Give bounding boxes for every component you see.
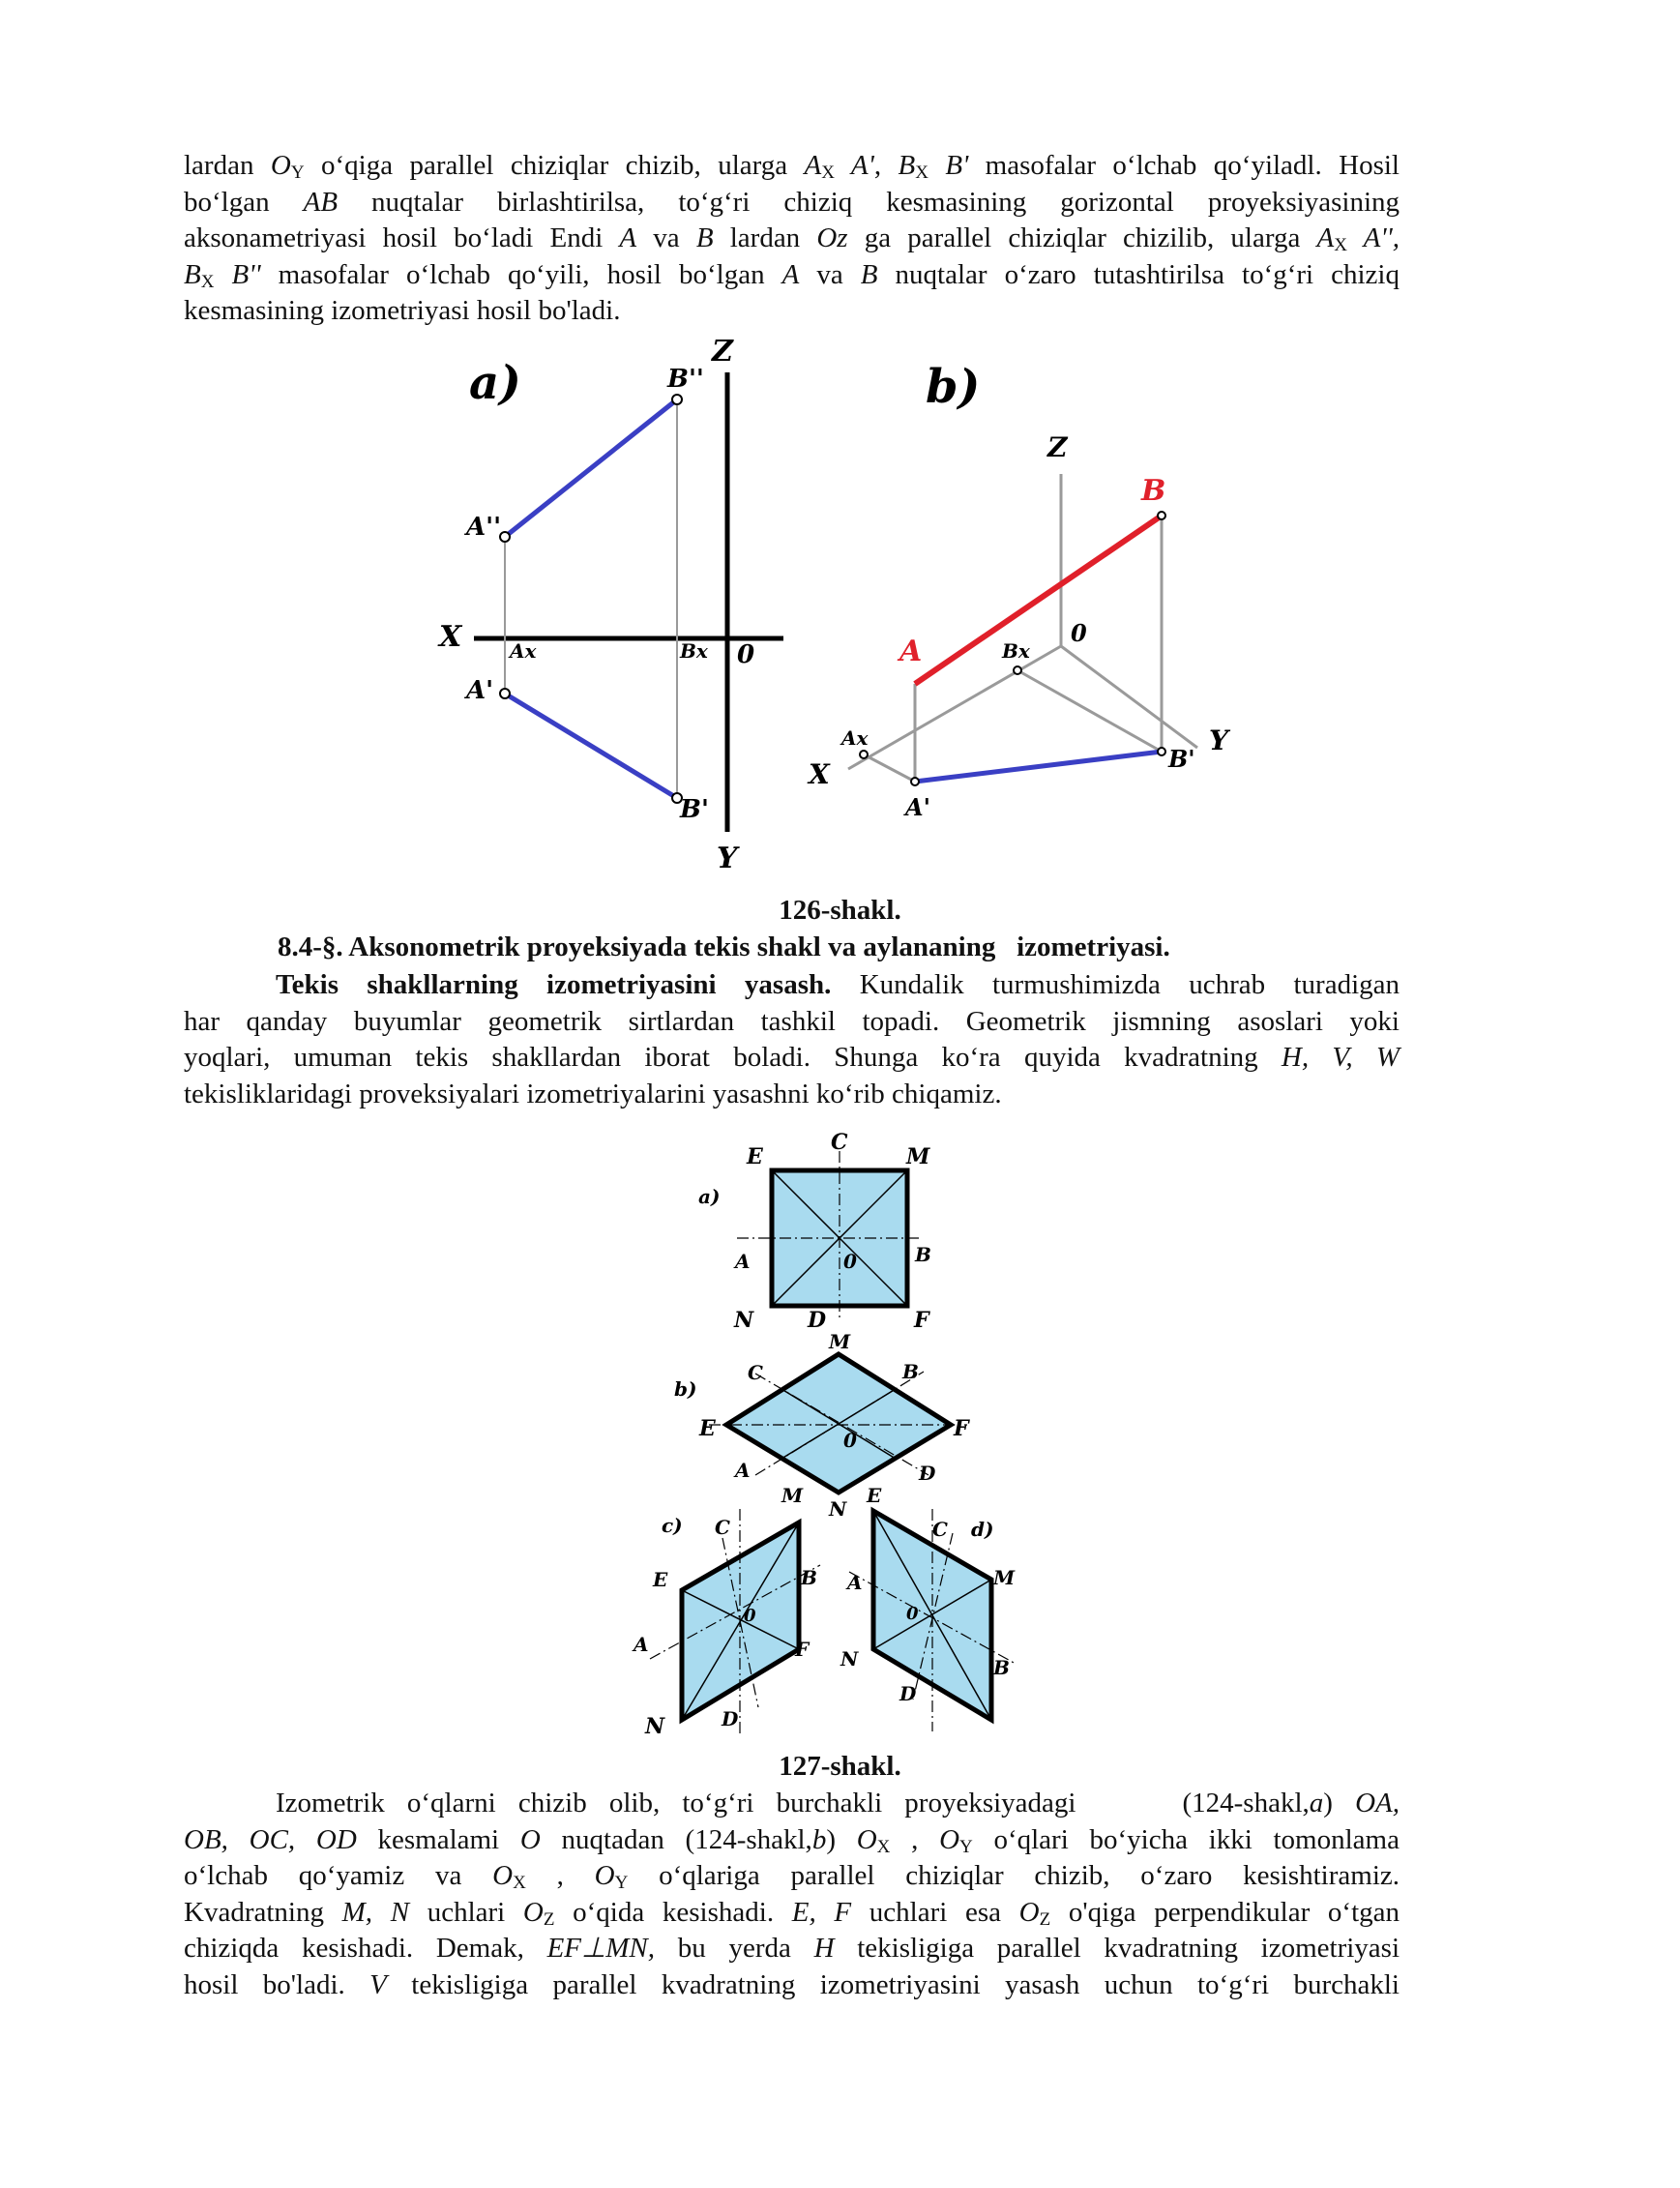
label-E: E <box>699 1416 716 1441</box>
label-O: 0 <box>843 1250 857 1273</box>
point-A1 <box>500 689 510 698</box>
label-X: X <box>439 620 462 654</box>
label-B: B <box>993 1656 1010 1679</box>
tag-a: a) <box>698 1185 721 1208</box>
figure-127a <box>698 1130 931 1333</box>
point-Ax <box>860 751 868 758</box>
projection-line <box>864 754 915 782</box>
label-M: M <box>906 1144 930 1169</box>
label-D: D <box>899 1682 917 1705</box>
label-A: A <box>735 1459 751 1482</box>
label-D: D <box>808 1308 827 1333</box>
tag-c: c) <box>662 1514 683 1537</box>
label-Bx: Bx <box>680 639 708 663</box>
label-Y: Y <box>717 842 738 875</box>
label-Z: Z <box>712 335 733 369</box>
label-B: B <box>1141 474 1166 508</box>
label-C: C <box>715 1516 730 1539</box>
figure-126a <box>437 335 783 875</box>
text-line: tekisliklaridagi proveksiyalari izometriyalarini yasashni ko‘rib chiqamiz. <box>184 1078 1002 1109</box>
tag-b: b) <box>674 1377 697 1401</box>
label-E: E <box>867 1484 882 1507</box>
segment-A2B2 <box>505 399 677 537</box>
label-Bx: Bx <box>1002 639 1030 663</box>
label-D: D <box>919 1462 936 1485</box>
label-D: D <box>722 1707 739 1730</box>
label-A: A <box>735 1250 751 1273</box>
label-E: E <box>747 1144 763 1169</box>
label-E: E <box>653 1568 668 1591</box>
text-line: $B_X$ B'' masofalar o‘lchab qo‘yili, hosil bo‘lgan A va B nuqtalar o‘zaro tutashtirilsa to‘g‘ri chiziq <box>184 258 1400 292</box>
label-A1: A' <box>466 676 494 705</box>
label-A2: A'' <box>466 513 502 542</box>
point-B2 <box>672 395 682 404</box>
text-line: OB, OC, OD kesmalami O nuqtadan (124-shakl,b) $O_X$ , $O_Y$ o‘qlari bo‘yicha ikki tomonlama <box>184 1823 1400 1857</box>
label-Y: Y <box>1209 724 1228 756</box>
label-B: B <box>902 1360 919 1383</box>
text-line: har qanday buyumlar geometrik sirtlardan tashkil topadi. Geometrik jismning asoslari yoki <box>184 1005 1400 1037</box>
figure-126b <box>807 360 1231 821</box>
text-line: hosil bo'ladi. V tekisligiga parallel kvadratning izometriyasini yasash uchun to‘g‘ri burchakli <box>184 1968 1400 2000</box>
label-F: F <box>795 1638 810 1661</box>
projection-line <box>1017 670 1162 752</box>
text-line: lardan $O_Y$ o‘qiga parallel chiziqlar chizib, ularga $A_X$ A', $B_X$ B' masofalar o‘lchab qo‘yiladl. Hosil <box>184 150 1400 183</box>
label-F: F <box>914 1308 929 1333</box>
paragraph-isometric <box>184 1786 1400 2003</box>
figure-126-caption: 126-shakl. <box>779 895 901 926</box>
label-Z: Z <box>1047 431 1068 463</box>
label-O: 0 <box>906 1604 919 1624</box>
label-B: B <box>915 1243 931 1266</box>
label-M: M <box>781 1484 804 1507</box>
label-B: B <box>801 1566 817 1589</box>
text-line: Tekis shakllarning izometriyasini yasash. Kundalik turmushimizda uchrab turadigan <box>276 969 1400 1000</box>
text-line: chiziqda kesishadi. Demak, EF⊥MN, bu yerda H tekisligiga parallel kvadratning izometriyasi <box>184 1933 1400 1964</box>
label-O: 0 <box>744 1606 756 1626</box>
label-O: 0 <box>737 640 755 669</box>
figure-127b <box>674 1330 970 1521</box>
segment-A1B1 <box>505 694 677 798</box>
label-F: F <box>954 1416 969 1441</box>
label-B1: B' <box>1168 745 1195 773</box>
label-B1: B' <box>680 795 709 824</box>
section-heading: 8.4-§. Aksonometrik proyeksiyada tekis shakl va aylananing izometriyasi. <box>278 931 1170 962</box>
figure-127-caption: 127-shakl. <box>779 1751 901 1782</box>
figure-127d <box>840 1484 1016 1731</box>
label-A: A <box>899 635 923 668</box>
label-B2: B'' <box>667 365 704 394</box>
text-line: Izometrik o‘qlarni chizib olib, to‘g‘ri burchakli proyeksiyadagi (124-shakl,a) OA, <box>276 1788 1400 1818</box>
figure-126 <box>426 329 1238 880</box>
label-X: X <box>809 758 830 790</box>
label-C: C <box>748 1361 763 1384</box>
point-B1 <box>1158 748 1165 755</box>
paragraph-section <box>184 967 1400 1112</box>
label-N: N <box>829 1497 847 1521</box>
panel-a-label: a) <box>469 356 521 410</box>
label-M: M <box>993 1566 1016 1589</box>
text-line: o‘lchab qo‘yamiz va $O_X$ , $O_Y$ o‘qlariga parallel chiziqlar chizib, o‘zaro kesishtiramiz. <box>184 1860 1400 1893</box>
label-N: N <box>734 1308 754 1333</box>
tag-d: d) <box>971 1518 994 1541</box>
point-A1 <box>911 778 919 785</box>
label-Ax: Ax <box>510 639 537 663</box>
segment-A1B1 <box>915 752 1162 782</box>
point-Bx <box>1014 666 1021 674</box>
point-B <box>1158 512 1165 519</box>
figure-127c <box>632 1484 820 1739</box>
label-O: 0 <box>1071 619 1087 647</box>
text-line: aksonametriyasi hosil bo‘ladi Endi A va B lardan Oz ga parallel chiziqlar chizilib, ularga $A_X$ A'', <box>184 222 1400 255</box>
label-N: N <box>840 1647 859 1671</box>
x-axis <box>848 646 1061 769</box>
label-N: N <box>645 1714 665 1739</box>
label-Ax: Ax <box>841 726 869 750</box>
figure-127 <box>634 1122 1045 1760</box>
label-A: A <box>634 1633 649 1656</box>
label-O: 0 <box>843 1429 857 1452</box>
panel-b-label: b) <box>926 360 981 414</box>
label-A: A <box>847 1571 863 1594</box>
text-line: Kvadratning M, N uchlari $O_Z$ o‘qida kesishadi. E, F uchlari esa $O_Z$ o'qiga perpendikular o‘tgan <box>184 1896 1400 1930</box>
text-line: kesmasining izometriyasi hosil bo'ladi. <box>184 295 621 326</box>
label-C: C <box>831 1130 848 1155</box>
label-C: C <box>932 1518 948 1541</box>
label-M: M <box>829 1330 851 1353</box>
text-line: yoqlari, umuman tekis shakllardan iborat boladi. Shunga ko‘ra quyida kvadratning H, V, W <box>184 1042 1400 1073</box>
paragraph-intro <box>184 148 1400 330</box>
text-line: bo‘lgan AB nuqtalar birlashtirilsa, to‘g‘ri chiziq kesmasining gorizontal proyeksiyasining <box>184 186 1400 218</box>
point-A2 <box>500 532 510 542</box>
label-A1: A' <box>905 793 930 821</box>
